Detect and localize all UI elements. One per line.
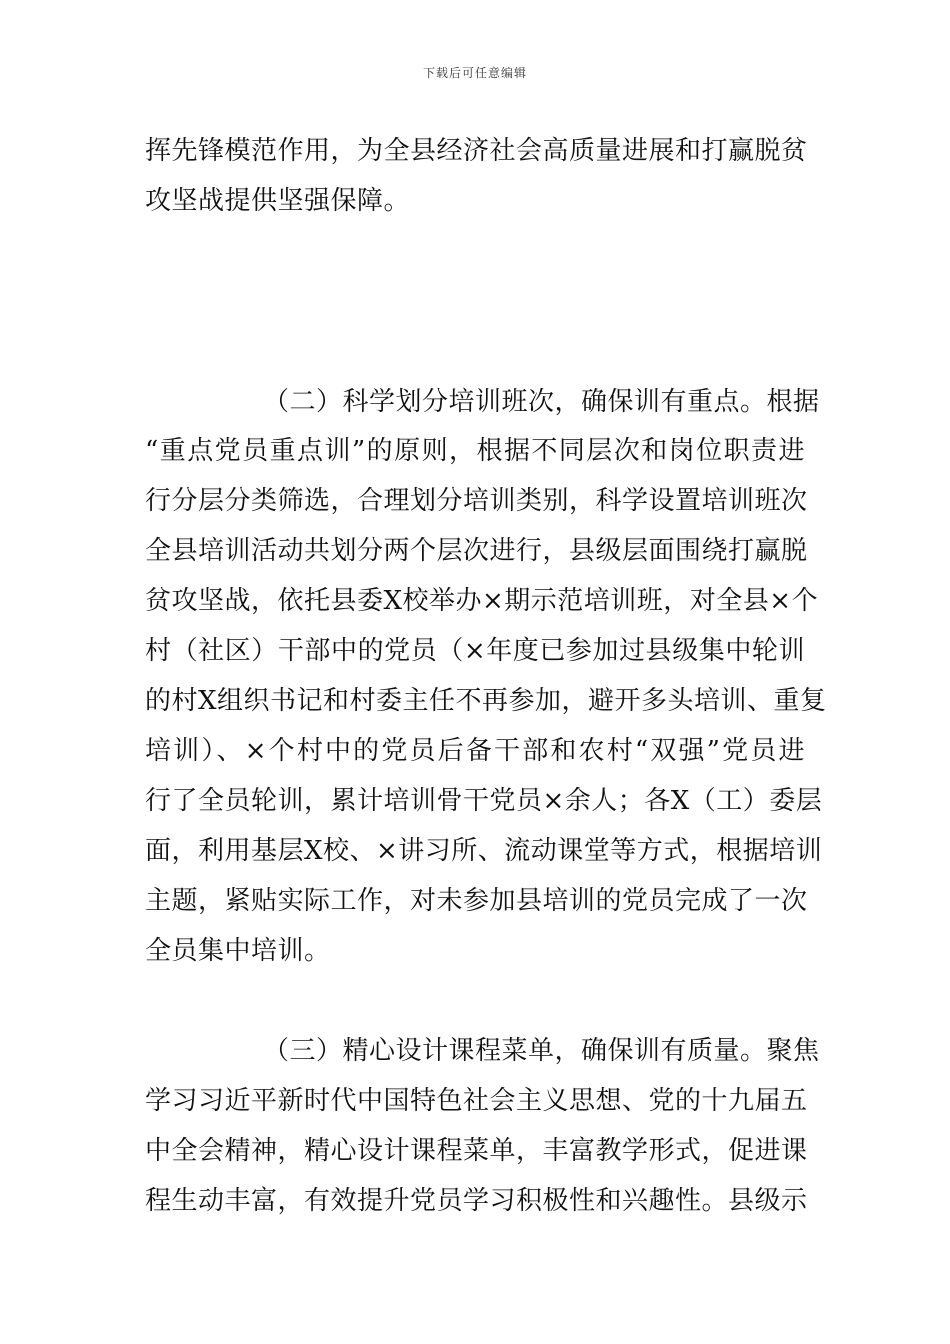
paragraph-line: 程生动丰富，有效提升党员学习积极性和兴趣性。县级示	[145, 1186, 808, 1216]
paragraph-line: 全县培训活动共划分两个层次进行，县级层面围绕打赢脱	[145, 536, 808, 566]
paragraph-line: 的村X组织书记和村委主任不再参加，避开多头培训、重复	[145, 686, 827, 716]
paragraph-line: （二）科学划分培训班次，确保训有重点。根据	[263, 387, 820, 417]
paragraph-line: 村（社区）干部中的党员（×年度已参加过县级集中轮训	[145, 636, 805, 666]
paragraph-line: 攻坚战提供坚强保障。	[145, 186, 411, 216]
paragraph-line: 学习习近平新时代中国特色社会主义思想、党的十九届五	[145, 1086, 808, 1116]
paragraph-line: 挥先锋模范作用，为全县经济社会高质量进展和打赢脱贫	[145, 136, 808, 166]
paragraph-line: 主题，紧贴实际工作，对未参加县培训的党员完成了一次	[145, 886, 808, 916]
paragraph-line: （三）精心设计课程菜单，确保训有质量。聚焦	[263, 1036, 820, 1066]
paragraph-line: 行分层分类筛选，合理划分培训类别，科学设置培训班次	[145, 486, 808, 516]
paragraph-line: “重点党员重点训”的原则，根据不同层次和岗位职责进	[145, 436, 805, 466]
paragraph-line: 全员集中培训。	[145, 936, 331, 966]
page-header: 下载后可任意编辑	[422, 66, 527, 80]
paragraph-line: 培训）、×个村中的党员后备干部和农村“双强”党员进	[145, 736, 805, 766]
paragraph-line: 行了全员轮训，累计培训骨干党员×余人；各X（工）委层	[145, 786, 823, 816]
paragraph-line: 面，利用基层X校、×讲习所、流动课堂等方式，根据培训	[145, 836, 823, 866]
paragraph-line: 贫攻坚战，依托县委X校举办×期示范培训班，对全县×个	[145, 586, 819, 616]
paragraph-line: 中全会精神，精心设计课程菜单，丰富教学形式，促进课	[145, 1136, 808, 1166]
